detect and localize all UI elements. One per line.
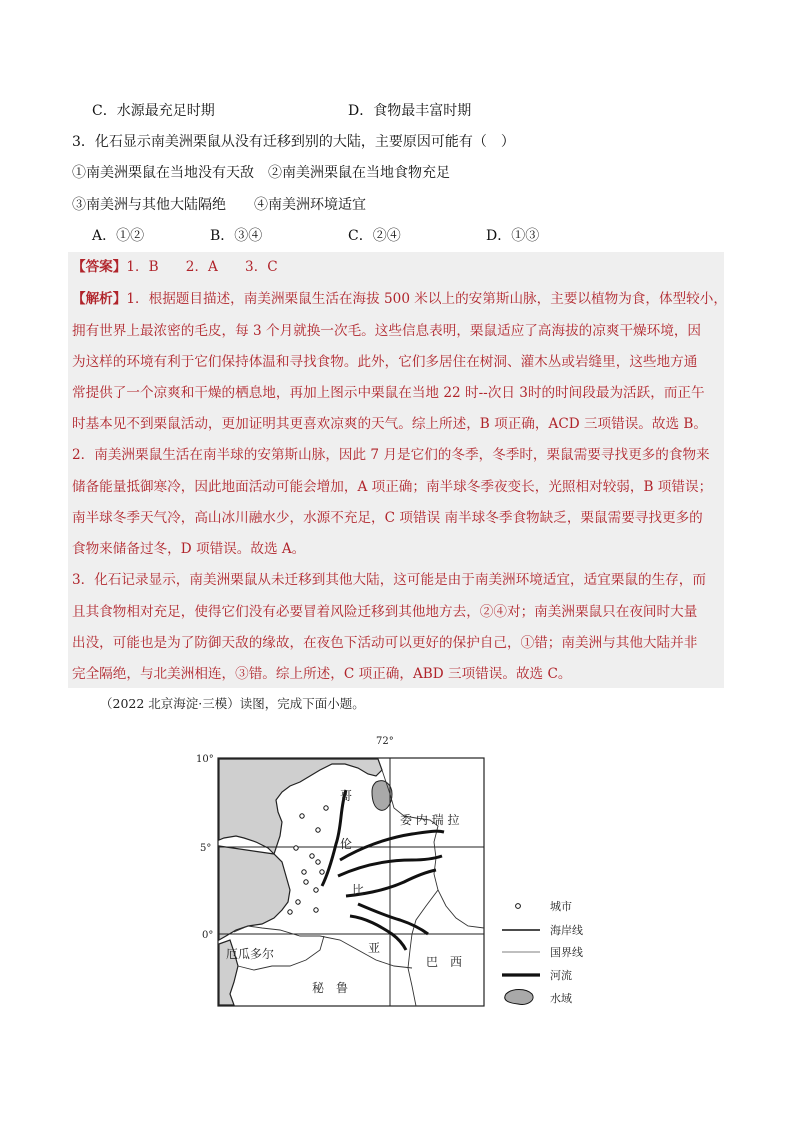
legend-water: 水域	[550, 992, 572, 1005]
city-marker	[310, 854, 314, 858]
city-marker	[296, 900, 300, 904]
q3-stem: 3．化石显示南美洲栗鼠从没有迁移到别的大陆，主要原因可能有（ ）	[72, 134, 515, 150]
analysis-text: 1．根据题目描述，南美洲栗鼠生活在海拔 500 米以上的安第斯山脉，主要以植物为食，体型较小，	[126, 291, 727, 307]
q3-option-c: C．②④	[348, 228, 401, 244]
source-line: （2022 北京海淀·三模）读图，完成下面小题。	[100, 696, 365, 711]
analysis-tag: 【解析】	[72, 291, 127, 307]
analysis-line-8: 南半球冬季天气冷，高山冰川融水少，水源不充足，C 项错误 南半球冬季食物缺乏，栗鼠需要寻找更多的	[72, 510, 703, 526]
label-colombia-3: 比	[352, 883, 365, 897]
city-marker	[320, 870, 324, 874]
city-marker	[316, 828, 320, 832]
label-colombia-1: 哥	[340, 789, 353, 803]
q3-options	[92, 226, 539, 246]
lon-label-72: 72°	[376, 736, 394, 747]
lat-label-10: 10°	[196, 754, 214, 765]
analysis-line-12: 出没，可能也是为了防御天敌的缘故，在夜色下活动可以更好的保护自己，①错；南美洲与其他大陆并非	[72, 635, 698, 651]
city-marker	[324, 806, 328, 810]
label-brazil: 巴 西	[426, 955, 463, 969]
lat-label-5: 5°	[200, 843, 212, 854]
lat-label-0: 0°	[202, 930, 214, 941]
analysis-line-3: 为这样的环境有利于它们保持体温和寻找食物。此外，它们多居住在树洞、灌木丛或岩缝里，这些地方通	[72, 354, 698, 370]
answer-line	[72, 257, 278, 277]
label-colombia-2: 伦	[340, 837, 353, 851]
legend-city: 城市	[550, 900, 572, 913]
analysis-line-2: 拥有世界上最浓密的毛皮，每 3 个月就换一次毛。这些信息表明，栗鼠适应了高海拔的凉爽干燥环境，因	[72, 323, 702, 339]
q3-statements-3-4: ③南美洲与其他大陆隔绝 ④南美洲环境适宜	[72, 197, 366, 213]
legend-city-symbol	[516, 904, 521, 909]
legend-border: 国界线	[550, 946, 583, 959]
city-marker	[316, 860, 320, 864]
analysis-line-6: 2．南美洲栗鼠生活在南半球的安第斯山脉，因此 7 月是它们的冬季，冬季时，栗鼠需要寻找更多的食物来	[72, 447, 710, 463]
label-peru: 秘 鲁	[312, 981, 349, 995]
legend-water-symbol	[505, 990, 533, 1005]
city-marker	[300, 814, 304, 818]
label-colombia-4: 亚	[368, 941, 381, 955]
analysis-line-4: 常提供了一个凉爽和干燥的栖息地，再加上图示中栗鼠在当地 22 时--次日 3时的时间段最为活跃，而正午	[72, 385, 705, 401]
analysis-line-13: 完全隔绝，与北美洲相连，③错。综上所述，C 项正确，ABD 三项错误。故选 C。	[72, 666, 572, 682]
city-marker	[294, 846, 298, 850]
city-marker	[314, 908, 318, 912]
label-venezuela: 委 内 瑞 拉	[400, 813, 460, 827]
answer-tag: 【答案】	[72, 259, 127, 275]
map-svg	[190, 730, 610, 1020]
legend-river: 河流	[550, 969, 572, 982]
city-marker	[302, 870, 306, 874]
q2-option-c: C．水源最充足时期	[92, 103, 215, 119]
q3-option-a: A．①②	[92, 228, 145, 244]
q3-option-d: D．①③	[486, 228, 540, 244]
analysis-line-5: 时基本见不到栗鼠活动，更加证明其更喜欢凉爽的天气。综上所述，B 项正确，ACD 三项错误。故选 B。	[72, 416, 707, 432]
analysis-line-7: 储备能量抵御寒冷，因此地面活动可能会增加，A 项正确；南半球冬季夜变长，光照相对较弱，B 项错误；	[72, 479, 713, 495]
label-ecuador: 厄瓜多尔	[226, 947, 275, 961]
answer-text: 1．B 2．A 3．C	[126, 259, 278, 275]
map-legend	[502, 900, 583, 1005]
analysis-line-1	[72, 289, 727, 309]
city-marker	[314, 888, 318, 892]
city-marker	[304, 880, 308, 884]
q3-statements-1-2: ①南美洲栗鼠在当地没有天敌 ②南美洲栗鼠在当地食物充足	[72, 165, 450, 181]
q3-option-b: B．③④	[210, 228, 263, 244]
legend-coastline: 海岸线	[550, 924, 583, 937]
analysis-line-9: 食物来储备过冬，D 项错误。故选 A。	[72, 541, 306, 557]
lake-maracaibo	[372, 781, 392, 811]
q2-option-d: D．食物最丰富时期	[348, 103, 472, 119]
analysis-line-10: 3．化石记录显示，南美洲栗鼠从未迁移到其他大陆，这可能是由于南美洲环境适宜，适宜栗鼠的生存，而	[72, 572, 706, 588]
city-marker	[288, 910, 292, 914]
answer-box	[68, 252, 724, 688]
colombia-map	[190, 730, 610, 1024]
analysis-line-11: 且其食物相对充足，使得它们没有必要冒着风险迁移到其他地方去，②④对；南美洲栗鼠只在夜间时大量	[72, 604, 698, 620]
